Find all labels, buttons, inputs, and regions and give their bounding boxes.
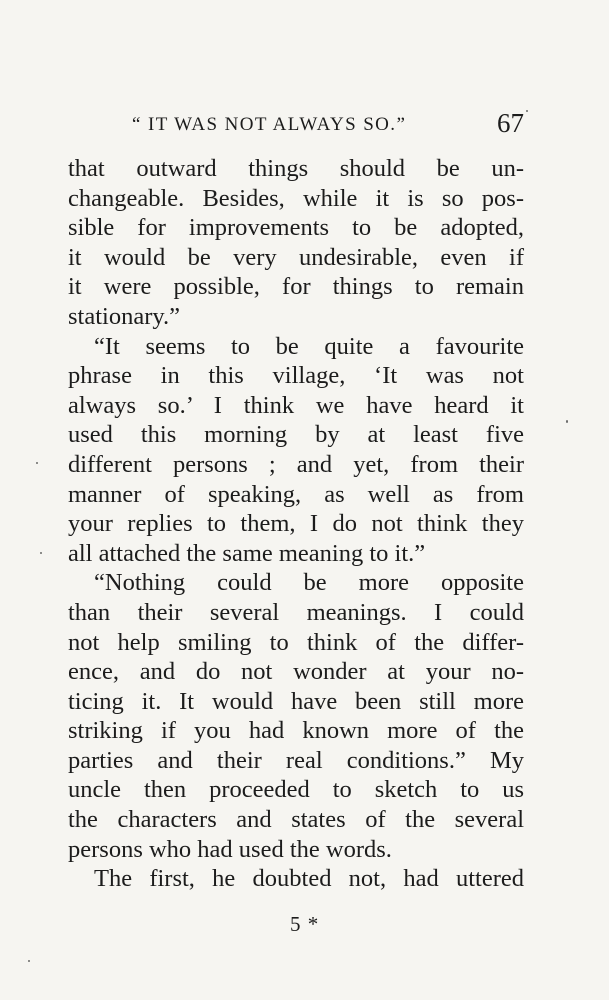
text-line: the characters and states of the several bbox=[68, 806, 524, 834]
text-line: than their several meanings. I could bbox=[68, 598, 524, 626]
text-line: your replies to them, I do not think they bbox=[68, 510, 524, 538]
text-line: used this morning by at least five bbox=[68, 421, 524, 449]
text-line: persons who had used the words. bbox=[68, 835, 392, 863]
scan-speck bbox=[28, 960, 30, 962]
text-line: The first, he doubted not, had uttered bbox=[94, 865, 524, 893]
text-line: it were possible, for things to remain bbox=[68, 273, 524, 301]
text-line: “Nothing could be more opposite bbox=[94, 569, 524, 597]
text-line: changeable. Besides, while it is so pos- bbox=[68, 184, 524, 212]
text-line: ticing it. It would have been still more bbox=[68, 687, 524, 715]
page-header bbox=[132, 108, 532, 144]
running-head: “ IT WAS NOT ALWAYS SO.” bbox=[132, 114, 407, 135]
text-line: phrase in this village, ‘It was not bbox=[68, 362, 524, 390]
scan-speck bbox=[40, 552, 42, 554]
text-line: sible for improvements to be adopted, bbox=[68, 214, 524, 242]
text-line: “It seems to be quite a favourite bbox=[94, 332, 524, 360]
scan-speck bbox=[566, 420, 568, 423]
text-line: uncle then proceeded to sketch to us bbox=[68, 776, 524, 804]
text-line: it would be very undesirable, even if bbox=[68, 243, 524, 271]
text-line: manner of speaking, as well as from bbox=[68, 480, 524, 508]
scan-speck bbox=[526, 110, 528, 112]
text-line: different persons ; and yet, from their bbox=[68, 450, 524, 478]
text-line: that outward things should be un- bbox=[68, 155, 524, 182]
signature-mark: 5 * bbox=[290, 912, 320, 936]
text-line: ence, and do not wonder at your no- bbox=[68, 658, 524, 686]
scan-speck bbox=[36, 462, 38, 464]
page-number: 67 bbox=[497, 108, 524, 138]
text-line: stationary.” bbox=[68, 302, 181, 330]
text-line: all attached the same meaning to it.” bbox=[68, 539, 426, 567]
text-line: parties and their real conditions.” My bbox=[68, 746, 524, 774]
text-line: not help smiling to think of the differ- bbox=[68, 628, 524, 656]
body-text bbox=[68, 154, 524, 894]
text-line: striking if you had known more of the bbox=[68, 717, 524, 745]
text-line: always so.’ I think we have heard it bbox=[68, 391, 524, 419]
